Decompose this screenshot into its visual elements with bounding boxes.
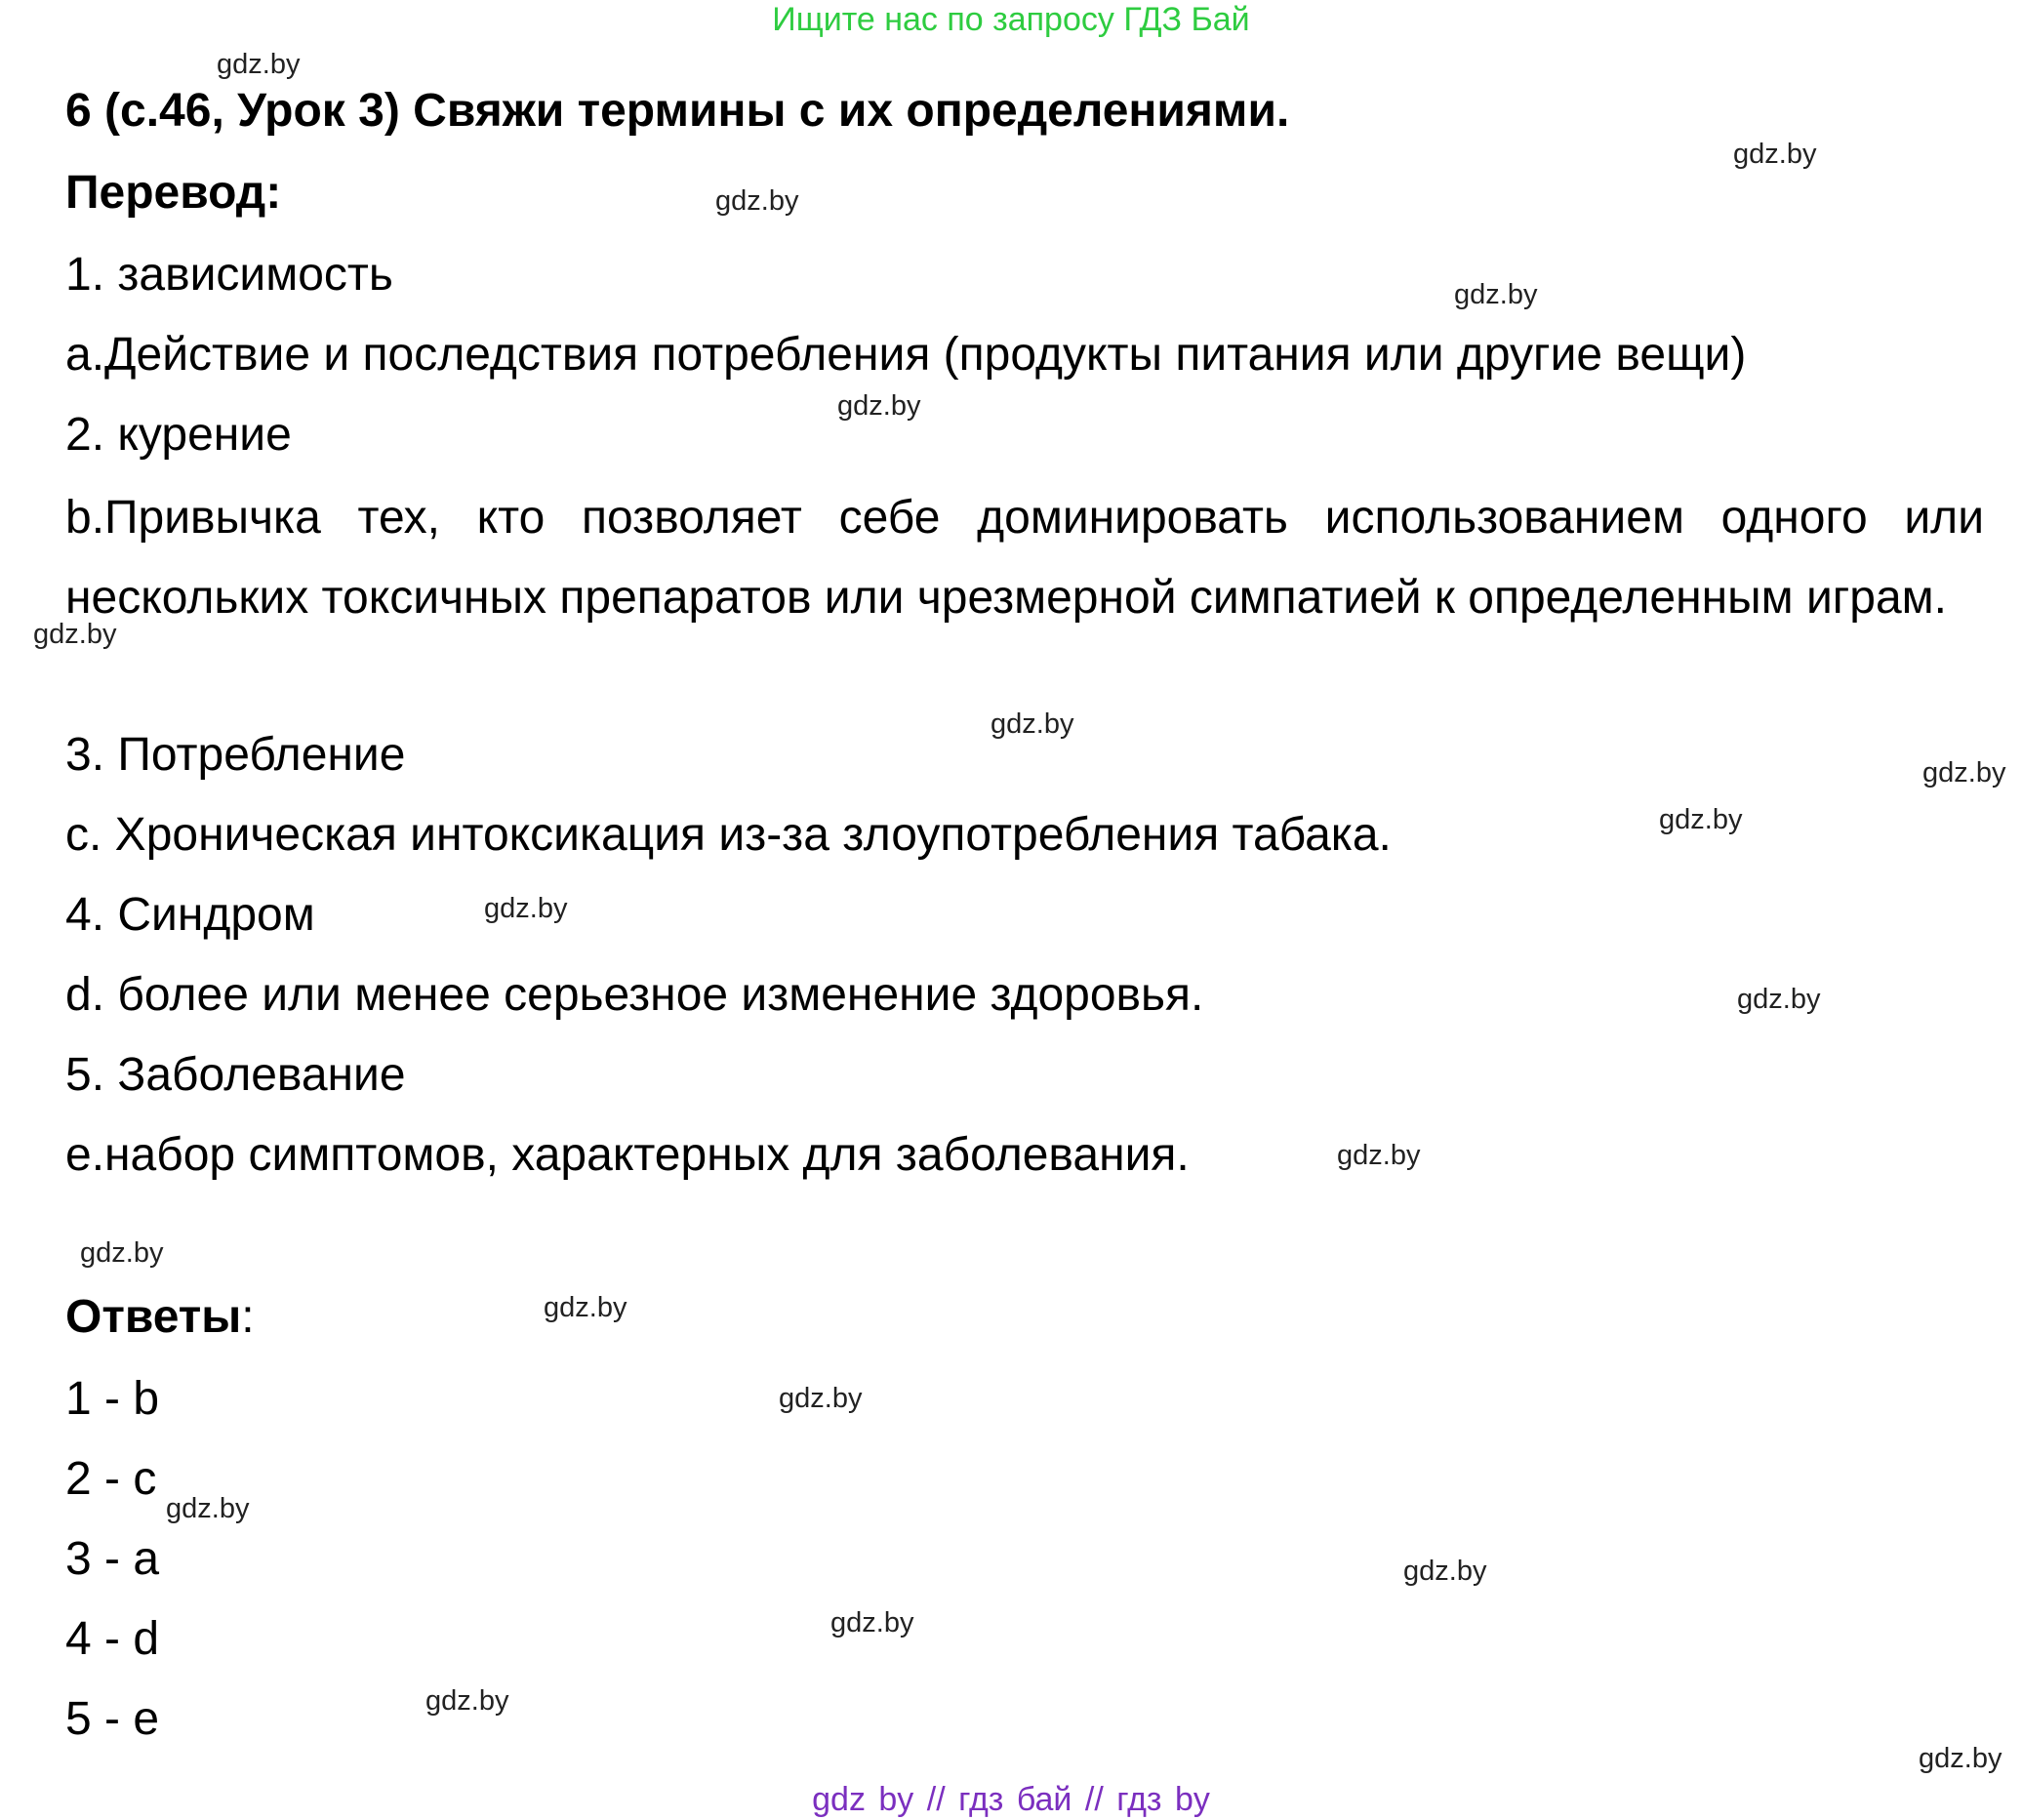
definition-item: b.Привычка тех, кто позволяет себе доминировать использованием одного или нескольких токсичных препаратов или чрезмерной симпатией к определенным играм. <box>65 492 1984 624</box>
watermark: gdz.by <box>1403 1556 1487 1587</box>
watermark: gdz.by <box>715 185 799 217</box>
watermark: gdz.by <box>217 49 301 80</box>
term-item: 5. Заболевание <box>65 1049 406 1101</box>
answer-item: 2 - c <box>65 1453 157 1505</box>
answers-heading <box>65 1290 255 1344</box>
watermark: gdz.by <box>80 1237 164 1269</box>
watermark: gdz.by <box>484 893 568 924</box>
watermark: gdz.by <box>1454 279 1538 310</box>
exercise-title: 6 (с.46, Урок 3) Свяжи термины с их определениями. <box>65 85 1290 137</box>
term-item: 2. курение <box>65 409 292 461</box>
answer-item: 3 - a <box>65 1533 160 1585</box>
watermark: gdz.by <box>1659 804 1743 835</box>
watermark: gdz.by <box>830 1607 914 1638</box>
watermark: gdz.by <box>544 1292 627 1323</box>
watermark: gdz.by <box>1733 139 1817 170</box>
answer-item: 1 - b <box>65 1373 160 1425</box>
watermark: gdz.by <box>166 1493 250 1524</box>
answer-item: 5 - e <box>65 1693 160 1745</box>
definition-item: c. Хроническая интоксикация из-за злоупотребления табака. <box>65 809 1392 861</box>
definition-item: e.набор симптомов, характерных для заболевания. <box>65 1129 1190 1181</box>
watermark: gdz.by <box>837 390 921 422</box>
answers-heading-colon: : <box>241 1291 255 1343</box>
watermark: gdz.by <box>1919 1743 2002 1774</box>
watermark: gdz.by <box>779 1383 863 1414</box>
definition-item: a.Действие и последствия потребления (продукты питания или другие вещи) <box>65 329 1747 381</box>
answers-heading-label: Ответы <box>65 1291 242 1343</box>
translation-heading: Перевод: <box>65 167 282 219</box>
watermark: gdz.by <box>1737 984 1821 1015</box>
definition-item: d. более или менее серьезное изменение здоровья. <box>65 969 1204 1021</box>
watermark: gdz.by <box>1337 1140 1421 1171</box>
answer-item: 4 - d <box>65 1613 160 1665</box>
watermark: gdz.by <box>425 1685 509 1717</box>
term-item: 1. зависимость <box>65 249 393 301</box>
watermark: gdz.by <box>33 619 117 650</box>
term-item: 4. Синдром <box>65 889 315 941</box>
search-banner: Ищите нас по запросу ГДЗ Бай <box>772 1 1250 38</box>
footer-links: gdz by // гдз бай // гдз by <box>812 1781 1210 1818</box>
term-item: 3. Потребление <box>65 729 406 781</box>
watermark: gdz.by <box>991 708 1074 740</box>
watermark: gdz.by <box>1922 757 2006 789</box>
